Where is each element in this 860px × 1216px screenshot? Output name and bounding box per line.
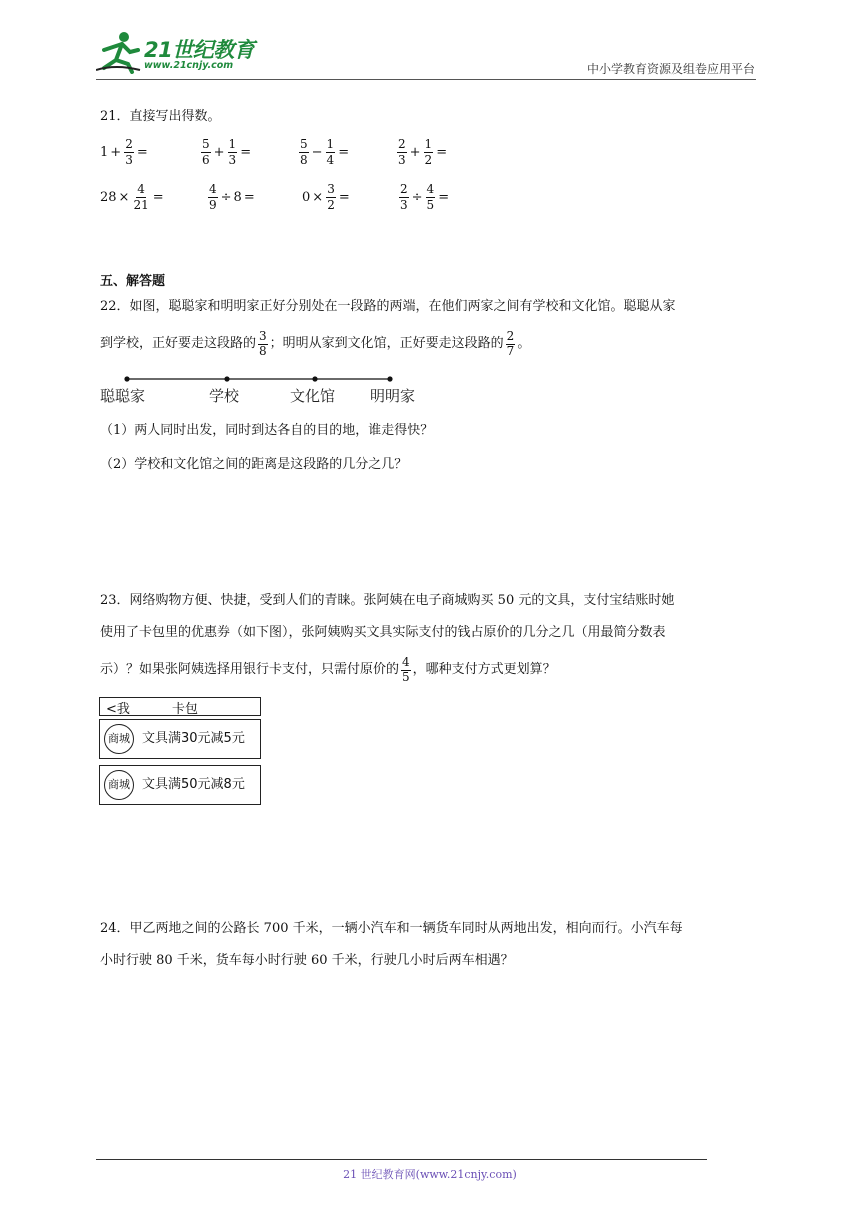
coupon-badge: 商城 bbox=[104, 724, 134, 754]
q21-expr-4: $\frac{2}{3}$ + $\frac{1}{2}$ = bbox=[398, 137, 448, 167]
road-point-school bbox=[224, 376, 229, 381]
q21-expr-3: $\frac{5}{8}$ − $\frac{1}{4}$ = bbox=[300, 137, 350, 167]
q21-expr-8: $\frac{2}{3}$ ÷ $\frac{4}{5}$ = bbox=[400, 182, 450, 212]
road-point-cong bbox=[124, 376, 129, 381]
road-label-cong: 聪聪家 bbox=[100, 387, 146, 405]
road-point-culture bbox=[312, 376, 317, 381]
header-divider bbox=[96, 79, 756, 80]
q21-expr-5: 28 × $\frac{4}{21}$ = bbox=[100, 182, 164, 212]
coupon-text: 文具满50元减8元 bbox=[142, 777, 245, 792]
coupon-badge: 商城 bbox=[104, 770, 134, 800]
card-back: <我 bbox=[106, 702, 130, 717]
road-point-ming bbox=[387, 376, 392, 381]
q22-line2: 到学校，正好要走这段路的 $\frac{3}{8}$ ；明明从家到文化馆，正好要走这段路的 $\frac{2}{7}$ 。 bbox=[100, 329, 531, 358]
runner-logo-icon bbox=[96, 30, 142, 74]
q23-line2: 使用了卡包里的优惠券（如下图），张阿姨购买文具实际支付的钱占原价的几分之几（用最简分数表 bbox=[100, 625, 666, 640]
q21-expr-7: 0 × $\frac{3}{2}$ = bbox=[302, 182, 350, 212]
q23-line3: 示）？如果张阿姨选择用银行卡支付，只需付原价的 $\frac{4}{5}$ ，哪种支付方式更划算？ bbox=[100, 655, 556, 684]
q21-expr-6: $\frac{4}{9}$ ÷ 8 = bbox=[209, 182, 255, 212]
logo bbox=[96, 30, 266, 78]
coupon-text: 文具满30元减5元 bbox=[142, 731, 245, 746]
card-title: 卡包 bbox=[172, 702, 199, 717]
q21-expr-1: 1 + $\frac{2}{3}$ = bbox=[100, 137, 148, 167]
footer-divider bbox=[96, 1159, 707, 1160]
q21-title: 21．直接写出得数。 bbox=[100, 109, 221, 124]
coupon-2 bbox=[99, 765, 261, 805]
q22-sub1: （1）两人同时出发，同时到达各自的目的地，谁走得快？ bbox=[100, 423, 434, 438]
section-title: 五、解答题 bbox=[100, 274, 166, 289]
road-label-ming: 明明家 bbox=[370, 387, 416, 405]
road-diagram bbox=[100, 372, 420, 386]
platform-label: 中小学教育资源及组卷应用平台 bbox=[586, 62, 755, 76]
q22-line1: 22．如图，聪聪家和明明家正好分别处在一段路的两端，在他们两家之间有学校和文化馆。聪聪从家 bbox=[100, 299, 676, 314]
q24-line1: 24．甲乙两地之间的公路长 700 千米，一辆小汽车和一辆货车同时从两地出发，相向而行。小汽车每 bbox=[100, 921, 683, 936]
road-label-culture: 文化馆 bbox=[290, 387, 336, 405]
coupon-1 bbox=[99, 719, 261, 759]
logo-url: www.21cnjy.com bbox=[144, 60, 234, 71]
q24-line2: 小时行驶 80 千米，货车每小时行驶 60 千米，行驶几小时后两车相遇？ bbox=[100, 953, 514, 968]
road-label-school: 学校 bbox=[209, 387, 240, 405]
footer-text: 21 世纪教育网(www.21cnjy.com) bbox=[343, 1168, 517, 1181]
q22-sub2: （2）学校和文化馆之间的距离是这段路的几分之几？ bbox=[100, 457, 408, 472]
q23-line1: 23．网络购物方便、快捷，受到人们的青睐。张阿姨在电子商城购买 50 元的文具，支付宝结账时她 bbox=[100, 593, 675, 608]
logo-text: 21世纪教育 bbox=[144, 38, 255, 62]
card-header bbox=[99, 697, 261, 716]
q21-expr-2: $\frac{5}{6}$ + $\frac{1}{3}$ = bbox=[202, 137, 252, 167]
